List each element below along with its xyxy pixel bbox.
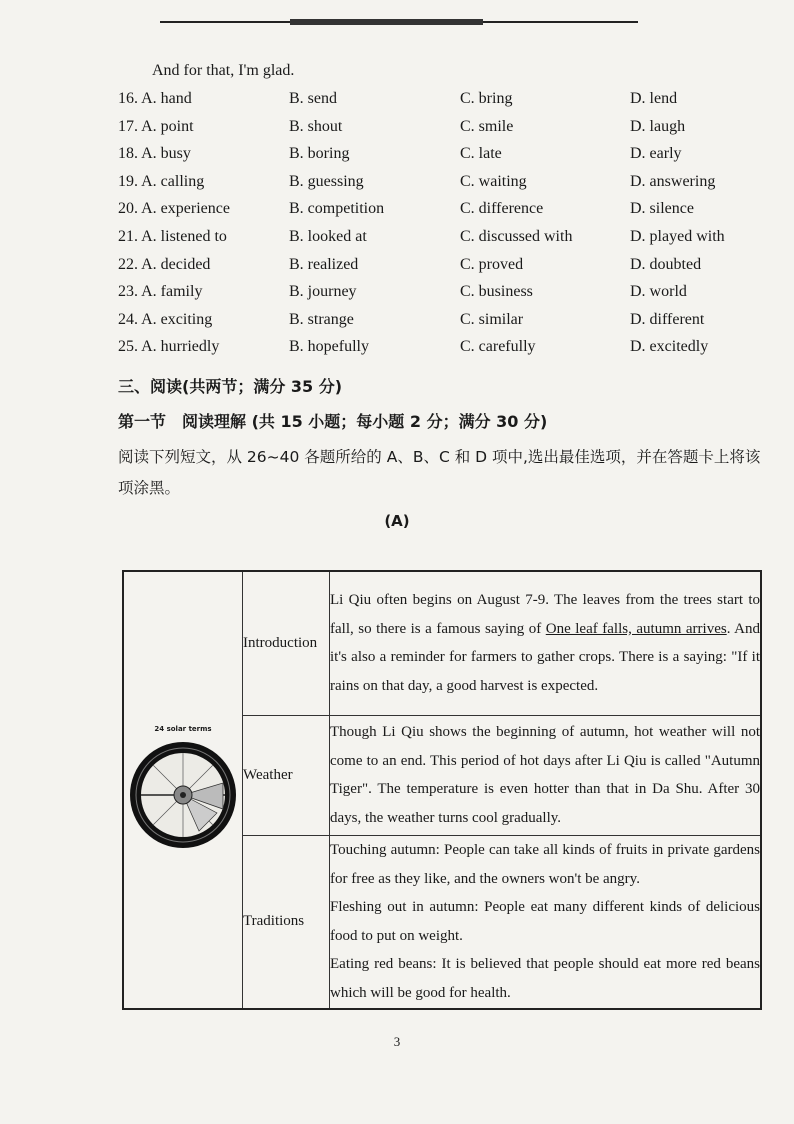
option-d: D. laugh: [630, 117, 686, 135]
option-d: D. played with: [630, 227, 725, 245]
question-24: [118, 307, 758, 335]
option-c: C. difference: [460, 200, 544, 218]
option-b: B. competition: [289, 200, 385, 218]
option-d: D. early: [630, 145, 682, 163]
page-number: 3: [393, 1034, 401, 1049]
traditions-label: Traditions: [243, 835, 330, 1009]
option-b: B. boring: [289, 145, 350, 163]
option-d: D. different: [630, 310, 705, 328]
option-d: D. doubted: [630, 255, 702, 273]
traditions-text: [330, 835, 762, 1009]
option-c: C. waiting: [460, 172, 527, 190]
introduction-text: Li Qiu often begins on August 7-9. The leaves from the trees start to fall, so there is a famous saying of One leaf falls, autumn arrives. And it's also a reminder for farmers to gather crops. There is a saying: "If it rains on that day, a good harvest is expected.: [330, 571, 762, 715]
question-23: [118, 279, 758, 307]
section-heading: 三、阅读(共两节；满分 35 分): [118, 377, 343, 396]
tradition-item: Touching autumn: People can take all kinds of fruits in private gardens for free as they like, and the owners won't be angry.: [330, 842, 760, 887]
question-16: [118, 86, 758, 114]
answer-options: [118, 86, 758, 362]
option-c: C. proved: [460, 255, 524, 273]
question-18: [118, 141, 758, 169]
option-a: 20. A. experience: [118, 200, 230, 218]
option-b: B. hopefully: [289, 338, 369, 356]
option-b: B. realized: [289, 255, 359, 273]
option-b: B. journey: [289, 283, 357, 301]
question-21: [118, 224, 758, 252]
option-b: B. send: [289, 90, 337, 107]
option-b: B. strange: [289, 310, 354, 328]
tradition-item: Eating red beans: It is believed that people should eat more red beans which will be good for health.: [330, 956, 760, 1001]
option-c: C. smile: [460, 117, 514, 135]
solar-terms-image-cell: [123, 571, 243, 1009]
option-c: C. late: [460, 145, 502, 163]
option-c: C. business: [460, 283, 533, 301]
question-22: [118, 252, 758, 280]
question-17: [118, 114, 758, 142]
question-19: [118, 169, 758, 197]
top-binding-bar: [160, 19, 638, 25]
option-c: C. discussed with: [460, 227, 573, 245]
question-20: [118, 196, 758, 224]
solar-terms-wheel-icon: [127, 739, 239, 851]
option-c: C. carefully: [460, 338, 536, 356]
sub-heading: 第一节 阅读理解 (共 15 小题；每小题 2 分；满分 30 分): [118, 412, 548, 431]
option-d: D. answering: [630, 172, 716, 190]
instructions: 阅读下列短文，从 26~40 各题所给的 A、B、C 和 D 项中,选出最佳选项，并在答题卡上将该项涂黑。: [118, 448, 761, 497]
option-d: D. lend: [630, 90, 678, 107]
option-b: B. looked at: [289, 227, 367, 245]
weather-text: Though Li Qiu shows the beginning of autumn, hot weather will not come to an end. This period of hot days after Li Qiu is called "Autumn Tiger". The temperature is even hotter than that in Da Shu. After 30 days, the weather turns cool gradually.: [330, 715, 762, 835]
tradition-item: Fleshing out in autumn: People eat many different kinds of delicious food to put on weight.: [330, 899, 760, 944]
passage-label: (A): [384, 512, 410, 530]
option-d: D. silence: [630, 200, 694, 218]
option-a: 16. A. hand: [118, 90, 192, 107]
option-b: B. shout: [289, 117, 343, 135]
option-a: 25. A. hurriedly: [118, 338, 220, 356]
option-a: 17. A. point: [118, 117, 194, 135]
introduction-label: Introduction: [243, 571, 330, 715]
option-a: 23. A. family: [118, 283, 203, 301]
option-a: 21. A. listened to: [118, 227, 227, 245]
option-d: D. excitedly: [630, 338, 709, 356]
weather-label: Weather: [243, 715, 330, 835]
option-c: C. similar: [460, 310, 524, 328]
option-a: 18. A. busy: [118, 145, 191, 163]
option-d: D. world: [630, 283, 687, 301]
option-b: B. guessing: [289, 172, 364, 190]
option-a: 24. A. exciting: [118, 310, 213, 328]
option-a: 19. A. calling: [118, 172, 205, 190]
passage-closing-line: And for that, I'm glad.: [152, 62, 295, 79]
question-25: [118, 334, 758, 362]
image-title: 24 solar terms: [154, 724, 212, 733]
li-qiu-info-table: [122, 570, 762, 1010]
option-c: C. bring: [460, 90, 513, 107]
option-a: 22. A. decided: [118, 255, 211, 273]
